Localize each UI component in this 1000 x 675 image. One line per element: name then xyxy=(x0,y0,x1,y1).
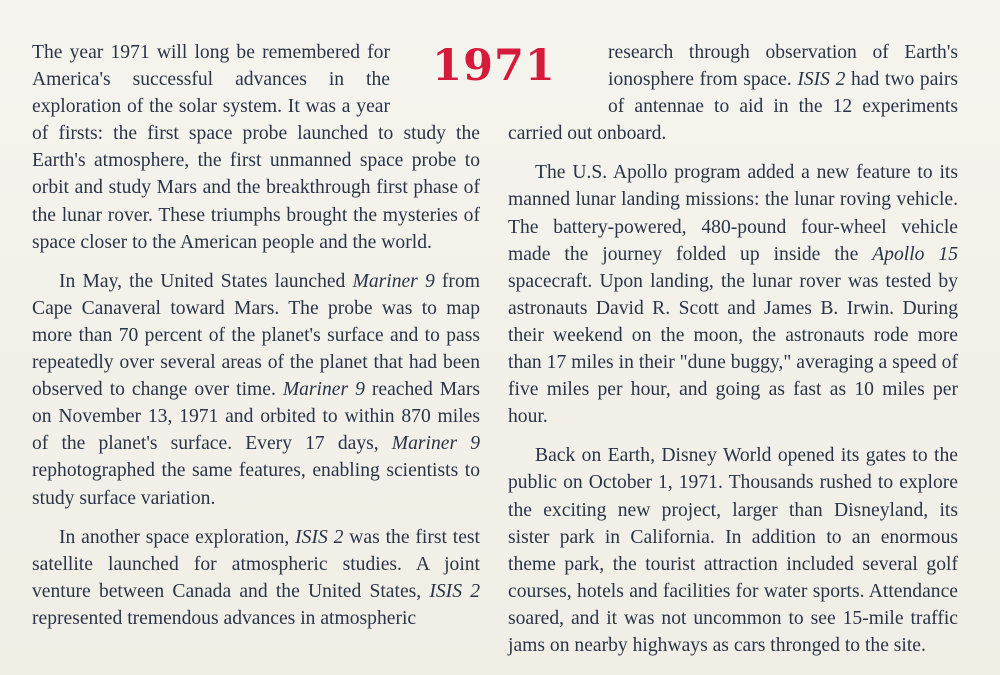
page-title: 1971 xyxy=(432,41,556,91)
right-column xyxy=(508,39,958,659)
paragraph-isis-continued: research through observation of Earth's ionosphere from space. ISIS 2 had two pairs of antennae to aid in the 12 experiments carried out onboard. xyxy=(508,42,959,145)
paragraph-intro: The year 1971 will long be remembered for America's successful advances in the exploration of the solar system. It was a year of firsts: the first space probe launched to study the Earth's atmosphere, the first unmanned space probe to orbit and study Mars and the breakthrough first phase of the lunar rover. These triumphs brought the mysteries of space closer to the American people and the world. xyxy=(32,42,480,253)
paragraph-disney: Back on Earth, Disney World opened its gates to the public on October 1, 1971. Thousands rushed to explore the exciting new project, larger than Disneyland, its sister park in California. In addition to an enormous theme park, the tourist attraction included several golf courses, hotels and facilities for water sports. Attendance soared, and it was not uncommon to see 15-mile traffic jams on nearby highways as cars thronged to the site. xyxy=(508,445,958,656)
paragraph-apollo: The U.S. Apollo program added a new feature to its manned lunar landing missions: the lunar roving vehicle. The battery-powered, 480-pound four-wheel vehicle made the journey folded up inside the Apollo 15 spacecraft. Upon landing, the lunar rover was tested by astronauts David R. Scott and James B. Irwin. During their weekend on the moon, the astronauts rode more than 17 miles in their "dune buggy," averaging a speed of five miles per hour, and going as fast as 10 miles per hour. xyxy=(508,162,958,428)
paragraph-mariner: In May, the United States launched Mariner 9 from Cape Canaveral toward Mars. The probe was to map more than 70 percent of the planet's surface and to pass repeatedly over several areas of the planet that had been observed to change over time. Mariner 9 reached Mars on November 13, 1971 and orbited to within 870 miles of the planet's surface. Every 17 days, Mariner 9 rephotographed the same features, enabling scientists to study surface variation. xyxy=(32,270,480,509)
paragraph-isis: In another space exploration, ISIS 2 was the first test satellite launched for atmospheric studies. A joint venture between Canada and the United States, ISIS 2 represented tremendous advances in atmospheric xyxy=(32,526,481,629)
left-column xyxy=(32,39,480,632)
